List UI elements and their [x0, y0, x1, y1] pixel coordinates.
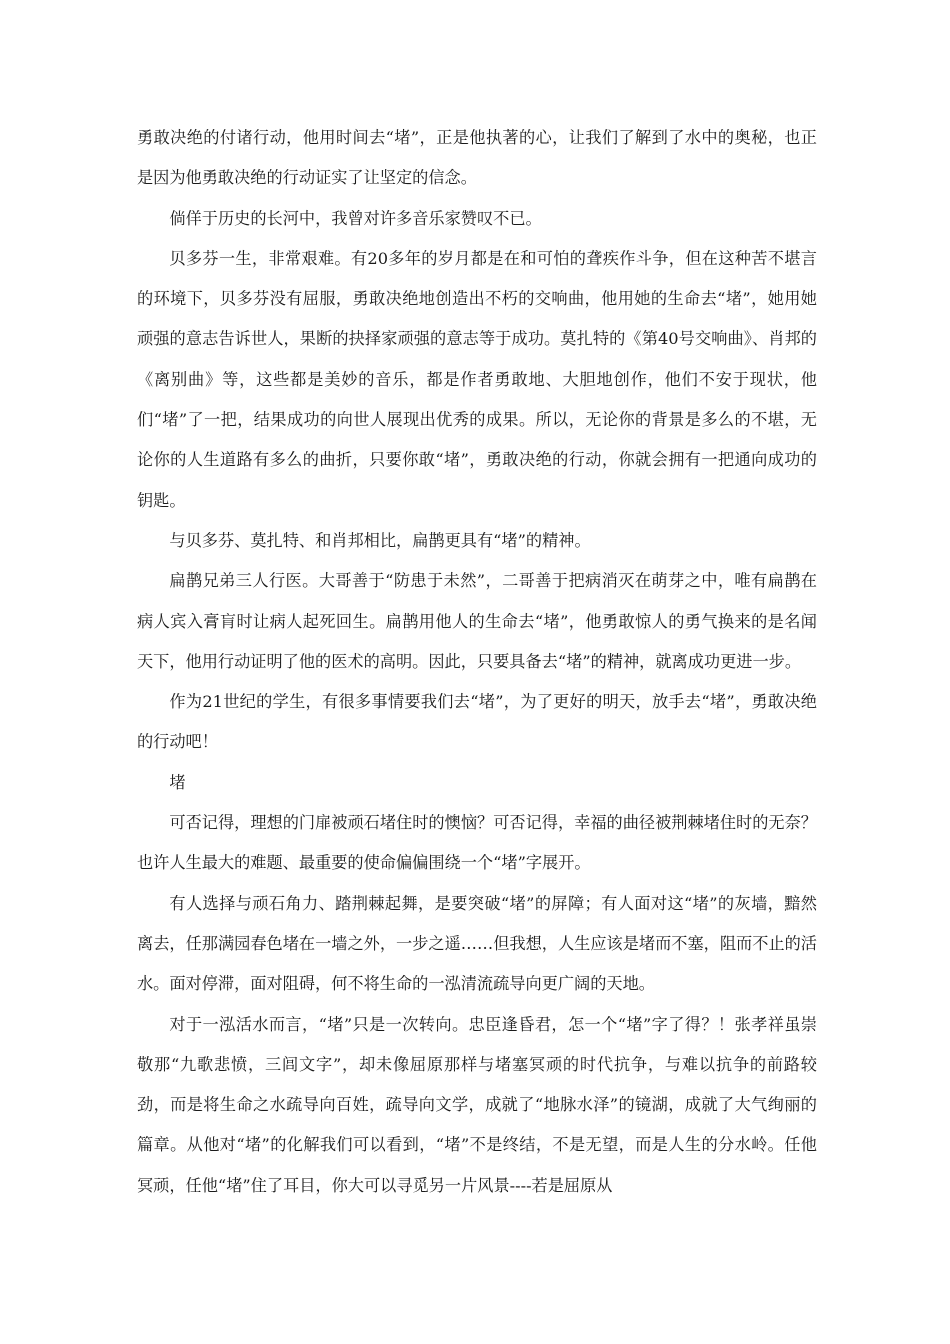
paragraph: 贝多芬一生，非常艰难。有20多年的岁月都是在和可怕的聋疾作斗争，但在这种苦不堪言的环境下，贝多芬没有屈服，勇敢决绝地创造出不朽的交响曲，他用她的生命去“堵”，她用她顽强的意志告诉世人，果断的抉择家顽强的意志等于成功。莫扎特的《第40号交响曲》、肖邦的《离别曲》等，这些都是美妙的音乐，都是作者勇敢地、大胆地创作，他们不安于现状，他们“堵”了一把，结果成功的向世人展现出优秀的成果。所以，无论你的背景是多么的不堪，无论你的人生道路有多么的曲折，只要你敢“堵”，勇敢决绝的行动，你就会拥有一把通向成功的钥匙。 [137, 248, 817, 510]
paragraph: 与贝多芬、莫扎特、和肖邦相比，扁鹊更具有“堵”的精神。 [169, 530, 591, 550]
essay-body [137, 118, 817, 1206]
paragraph: 可否记得，理想的门扉被顽石堵住时的懊恼？可否记得，幸福的曲径被荆棘堵住时的无奈？也许人生最大的难题、最重要的使命偏偏围绕一个“堵”字展开。 [137, 813, 817, 873]
paragraph: 扁鹊兄弟三人行医。大哥善于“防患于未然”，二哥善于把病消灭在萌芽之中，唯有扁鹊在病人宾入膏肓时让病人起死回生。扁鹊用他人的生命去“堵”，他勇敢惊人的勇气换来的是名闻天下，他用行动证明了他的医术的高明。因此，只要具备去“堵”的精神，就离成功更进一步。 [137, 571, 817, 671]
paragraph: 对于一泓活水而言，“堵”只是一次转向。忠臣逢昏君，怎一个“堵”字了得？！张孝祥虽崇敬那“九歌悲愤，三闾文字”，却未像屈原那样与堵塞冥顽的时代抗争，与难以抗争的前路较劲，而是将生命之水疏导向百姓，疏导向文学，成就了“地脉水泽”的镜湖，成就了大气绚丽的篇章。从他对“堵”的化解我们可以看到，“堵”不是终结，不是无望，而是人生的分水岭。任他冥顽，任他“堵”住了耳目，你大可以寻觅另一片风景----若是屈原从 [137, 1014, 817, 1195]
paragraph: 有人选择与顽石角力、踏荆棘起舞，是要突破“堵”的屏障；有人面对这“堵”的灰墙，黯然离去，任那满园春色堵在一墙之外，一步之遥……但我想，人生应该是堵而不塞，阻而不止的活水。面对停滞，面对阻碍，何不将生命的一泓清流疏导向更广阔的天地。 [137, 893, 817, 994]
paragraph: 作为21世纪的学生，有很多事情要我们去“堵”，为了更好的明天，放手去“堵”，勇敢决绝的行动吧！ [137, 692, 817, 752]
paragraph: 倘佯于历史的长河中，我曾对许多音乐家赞叹不已。 [169, 208, 542, 228]
essay-title: 堵 [169, 772, 186, 792]
paragraph-continued: 勇敢决绝的付诸行动，他用时间去“堵”，正是他执著的心，让我们了解到了水中的奥秘，也正是因为他勇敢决绝的行动证实了让坚定的信念。 [137, 128, 817, 188]
